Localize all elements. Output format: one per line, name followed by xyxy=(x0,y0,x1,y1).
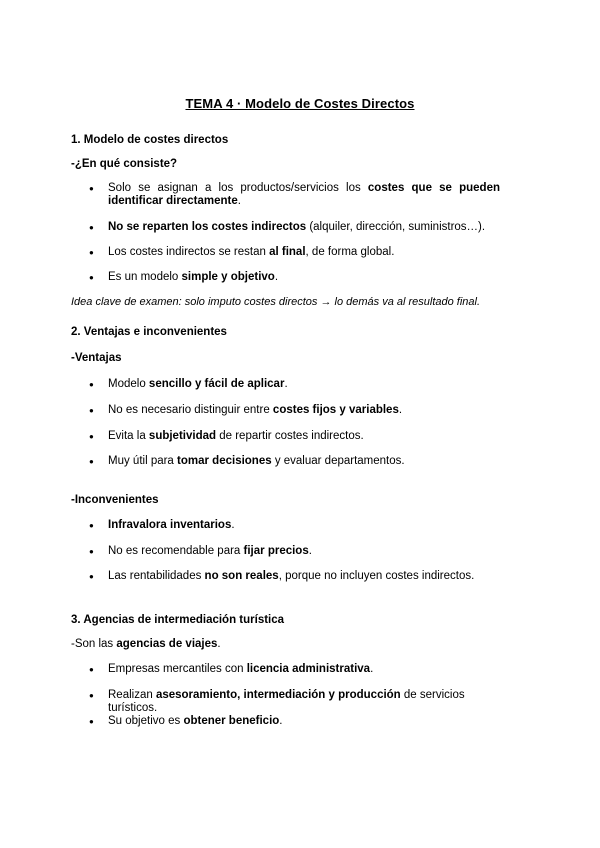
list-item: ● No se reparten los costes indirectos (alquiler, dirección, suministros…). xyxy=(108,221,500,234)
section-3-intro: -Son las agencias de viajes. xyxy=(71,638,221,650)
list-item: ● Evita la subjetividad de repartir costes indirectos. xyxy=(108,430,500,443)
list-item: ● Modelo sencillo y fácil de aplicar. xyxy=(108,378,500,391)
section-1-heading: 1. Modelo de costes directos xyxy=(71,134,229,146)
list-item: ● Infravalora inventarios. xyxy=(108,519,500,532)
list-item: ● No es recomendable para fijar precios. xyxy=(108,545,500,558)
list-item: ● Solo se asignan a los productos/servicios los costes que se pueden identificar directamente. xyxy=(108,182,500,208)
list-item: ● Las rentabilidades no son reales, porque no incluyen costes indirectos. xyxy=(108,570,500,583)
list-item: ● Es un modelo simple y objetivo. xyxy=(108,271,500,284)
section-3-heading: 3. Agencias de intermediación turística xyxy=(71,614,285,626)
page-title: TEMA 4 · Modelo de Costes Directos xyxy=(185,96,415,111)
list-item: ● Empresas mercantiles con licencia administrativa. xyxy=(108,663,500,676)
section-2-heading: 2. Ventajas e inconvenientes xyxy=(71,326,227,338)
disadvantages-subheading: -Inconvenientes xyxy=(71,494,159,506)
list-item: ● Los costes indirectos se restan al final, de forma global. xyxy=(108,246,500,259)
list-item: ● Realizan asesoramiento, intermediación y producción de servicios turísticos. xyxy=(108,689,500,715)
list-item: ● Su objetivo es obtener beneficio. xyxy=(108,715,500,728)
list-item: ● No es necesario distinguir entre costes fijos y variables. xyxy=(108,404,500,417)
advantages-subheading: -Ventajas xyxy=(71,352,122,364)
section-1-question: -¿En qué consiste? xyxy=(71,158,178,170)
list-item: ● Muy útil para tomar decisiones y evaluar departamentos. xyxy=(108,455,500,468)
exam-key-note: Idea clave de examen: solo imputo costes directos → lo demás va al resultado final. xyxy=(71,296,481,308)
